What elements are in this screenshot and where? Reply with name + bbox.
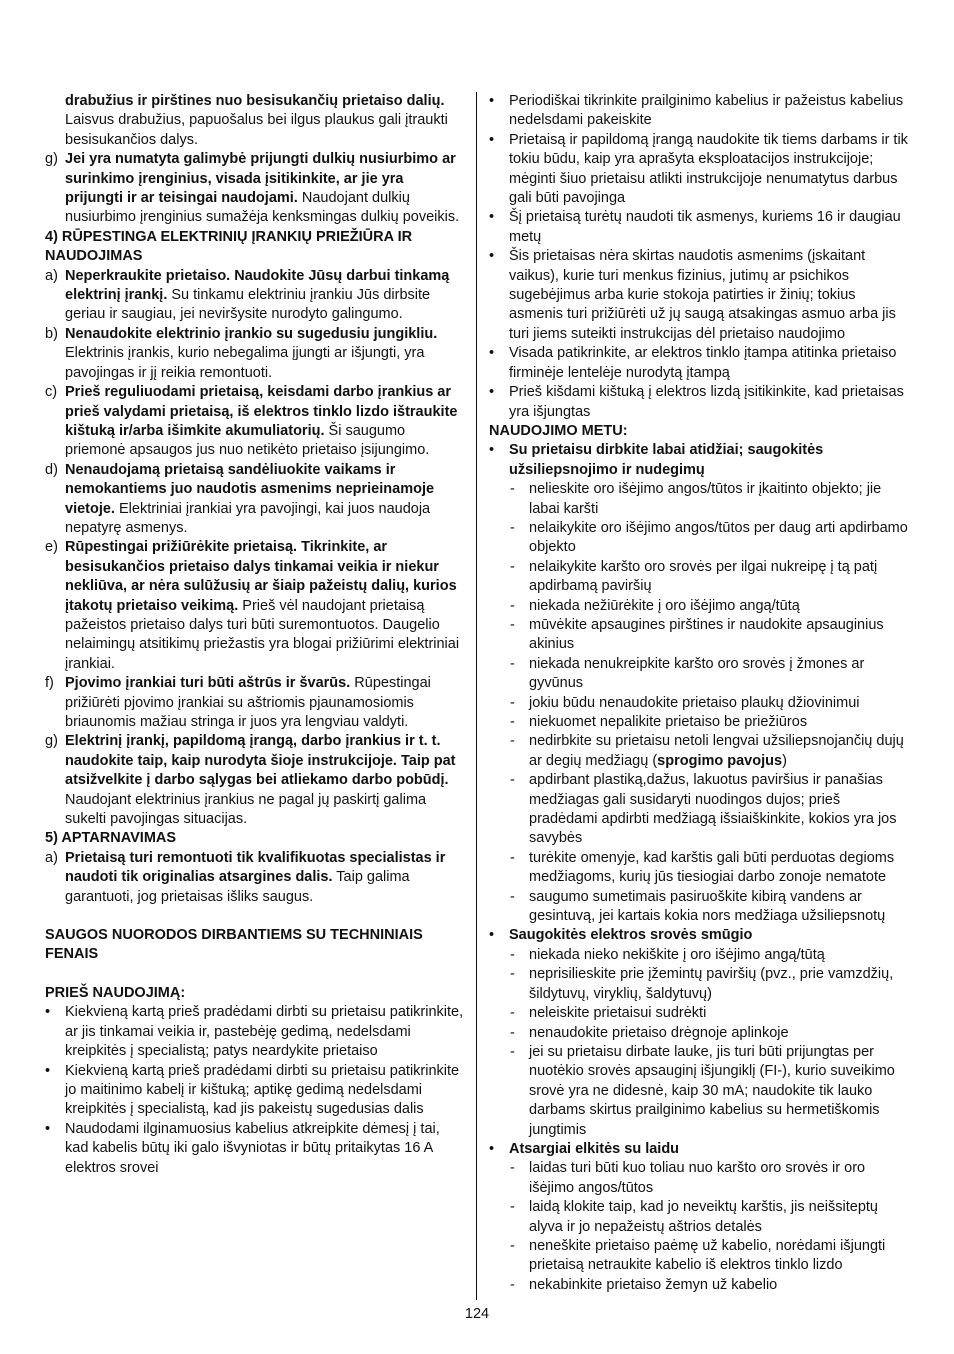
bold-text: PRIEŠ NAUDOJIMĄ: xyxy=(45,984,186,1001)
sub-bullet-item xyxy=(489,1276,911,1295)
body-text: Ši saugumo priemonė apsaugos jus nuo netikėto prietaiso įsijungimo. xyxy=(65,422,430,459)
sub-bullet-item xyxy=(489,732,911,771)
bold-text: Jei yra numatyta galimybė prijungti dulkių nusiurbimo ar surinkimo įrenginius, visada įsitikinkite, ar jie yra prijungti ir ar teisingai naudojami. xyxy=(65,151,456,207)
body-text: ) xyxy=(782,752,787,769)
bullet-item xyxy=(489,247,911,344)
bold-text: sprogimo pavojus xyxy=(657,752,783,769)
body-text: nelaikykite oro išėjimo angos/tūtos per daug arti apdirbamo objekto xyxy=(529,519,908,556)
sub-bullet-item xyxy=(489,1024,911,1043)
bold-text: Saugokitės elektros srovės smūgio xyxy=(509,927,753,944)
sub-bullet-item xyxy=(489,480,911,519)
bold-text: Pjovimo įrankiai turi būti aštrūs ir švarūs. xyxy=(65,675,351,692)
sub-bullet-item xyxy=(489,616,911,655)
sub-bullet-item xyxy=(489,597,911,616)
left-column xyxy=(45,92,465,1178)
right-column xyxy=(489,92,911,1295)
body-text: nenaudokite prietaiso drėgnoje aplinkoje xyxy=(529,1024,789,1041)
body-text: neleiskite prietaisui sudrėkti xyxy=(529,1005,707,1022)
page-number: 124 xyxy=(464,1306,490,1322)
body-text: Šį prietaisą turėtų naudoti tik asmenys, kuriems 16 ir daugiau metų xyxy=(509,209,901,245)
body-text: mūvėkite apsaugines pirštines ir naudokite apsauginius akinius xyxy=(529,616,884,653)
body-text: Kiekvieną kartą prieš pradėdami dirbti su prietaisu patikrinkite jo maitinimo kabelį ir kištuką; aptikę gedimą nedelsdami kreipkitės į specialistą, kad jis pakeistų sugedusias dalis xyxy=(65,1062,460,1118)
body-text: Prieš vėl naudojant prietaisą pažeistos prietaiso dalys turi būti suremontuotos. Daugelio nelaimingų atsitikimų priežastis yra blogai prižiūrimi elektriniai įrankiai. xyxy=(65,597,460,672)
bullet-item xyxy=(45,1003,465,1061)
body-text: Elektrinis įrankis, kurio nebegalima įjungti ar išjungti, yra pavojingas ir jį reikia remontuoti. xyxy=(65,345,425,381)
item-label: b) xyxy=(45,325,58,342)
bold-text: Nenaudojamą prietaisą sandėliuokite vaikams ir nemokantiems juo naudotis asmenims neprieinamoje vietoje. xyxy=(65,461,435,517)
sub-bullet-item xyxy=(489,849,911,888)
sub-bullet-item xyxy=(489,1159,911,1198)
list-item xyxy=(45,267,465,325)
body-text: Prieš kišdami kištuką į elektros lizdą įsitikinkite, kad prietaisas yra išjungtas xyxy=(509,384,904,420)
bold-text: 4) RŪPESTINGA ELEKTRINIŲ ĮRANKIŲ PRIEŽIŪRA IR NAUDOJIMAS xyxy=(45,228,413,265)
list-item xyxy=(45,150,465,228)
sub-bullet-item xyxy=(489,1198,911,1237)
body-text: nekabinkite prietaiso žemyn už kabelio xyxy=(529,1276,778,1293)
sub-bullet-item xyxy=(489,1004,911,1023)
body-text: nelaikykite karšto oro srovės per ilgai nukreipę į tą patį apdirbamą paviršių xyxy=(529,558,878,595)
body-text: nedirbkite su prietaisu netoli lengvai užsiliepsnojančių dujų ar degių medžiagų ( xyxy=(529,733,904,769)
bullet-item xyxy=(489,441,911,480)
sub-bullet-item xyxy=(489,655,911,694)
sub-bullet-item xyxy=(489,1237,911,1276)
body-text: Naudodami ilginamuosius kabelius atkreipkite dėmesį į tai, kad kabelis būtų iki galo išvyniotas ir būtų pritaikytas 16 A elektros srovei xyxy=(65,1120,440,1176)
body-text: laidas turi būti kuo toliau nuo karšto oro srovės ir oro išėjimo angos/tūtos xyxy=(529,1160,866,1196)
item-label: e) xyxy=(45,539,58,556)
body-text: Laisvus drabužius, papuošalus bei ilgus plaukus gali įtraukti besisukančios dalys. xyxy=(65,112,448,148)
body-text: laidą klokite taip, kad jo neveiktų karštis, jis neišsiteptų alyva ir jo nepažeistų aštrios detalės xyxy=(529,1199,878,1235)
list-item xyxy=(45,732,465,829)
bullet-item xyxy=(489,131,911,209)
body-text: Naudojant dulkių nusiurbimo įrenginius sumažėja kenksmingas dulkių poveikis. xyxy=(65,190,460,226)
bullet-item xyxy=(489,1140,911,1159)
body-text: Šis prietaisas nėra skirtas naudotis asmenims (įskaitant vaikus), kurie turi menkus fizinius, jutimų ar psichikos sugebėjimus arba kurie stokoja patirties ir žinių; tokius asmenis turi prižiūrėti už jų saugą atsakingas asmuo arba jis turi jiems suteikti instrukcijas dėl prietaiso naudojimo xyxy=(509,248,896,342)
section-heading xyxy=(45,228,465,267)
bullet-item xyxy=(45,1062,465,1120)
sub-bullet-item xyxy=(489,694,911,713)
bold-text: Neperkraukite prietaiso. Naudokite Jūsų darbui tinkamą elektrinį įrankį. xyxy=(65,267,450,304)
item-label: g) xyxy=(45,733,58,750)
item-label: f) xyxy=(45,675,54,692)
body-text: turėkite omenyje, kad karštis gali būti perduotas degioms medžiagoms, kurių jūs tiesiogiai darbo zonoje nematote xyxy=(529,849,895,886)
list-item xyxy=(45,674,465,732)
sub-bullet-item xyxy=(489,713,911,732)
body-text: neneškite prietaiso paėmę už kabelio, norėdami išjungti prietaisą netraukite kabelio iš elektros tinklo lizdo xyxy=(529,1237,886,1274)
bold-text: Rūpestingai prižiūrėkite prietaisą. Tikrinkite, ar besisukančios prietaiso dalys tinkamai veikia ir niekur nekliūva, ar nėra sulūžusių ar šiaip pažeistų dalių, kurios įtakotų prietaiso veikimą. xyxy=(65,539,457,614)
body-text: Su tinkamu elektriniu įrankiu Jūs dirbsite geriau ir saugiau, jei neviršysite nurodyto galingumo. xyxy=(65,287,431,323)
section-heading xyxy=(45,926,465,965)
item-label: d) xyxy=(45,461,58,478)
item-label: a) xyxy=(45,849,58,866)
sub-bullet-item xyxy=(489,1043,911,1140)
bullet-item xyxy=(489,926,911,945)
item-label: a) xyxy=(45,267,58,284)
body-text: Periodiškai tikrinkite prailginimo kabelius ir pažeistus kabelius nedelsdami pakeiskite xyxy=(509,93,904,129)
list-item xyxy=(45,538,465,674)
bullet-item xyxy=(489,383,911,422)
body-text: niekada nenukreipkite karšto oro srovės į žmones ar gyvūnus xyxy=(529,655,865,692)
bold-text: 5) APTARNAVIMAS xyxy=(45,830,177,847)
sub-bullet-item xyxy=(489,965,911,1004)
body-text: apdirbant plastiką,dažus, lakuotus paviršius ir panašias medžiagas gali susidaryti nuodingos dujos; prieš pradėdami apdirbti medžiagą išsiaiškinkite, kokios yra jos savybės xyxy=(529,772,897,847)
column-divider xyxy=(476,92,477,1300)
bold-text: Atsargiai elkitės su laidu xyxy=(509,1140,680,1157)
list-item xyxy=(45,325,465,383)
body-text: jei su prietaisu dirbate lauke, jis turi būti prijungtas per nuotėkio srovės apsauginį išjungiklį (FI-), kurio suveikimo srovė yra ne didesnė, kaip 30 mA; naudokite tik lauko darbams skirtus prailginimo kabelius su hermetiškomis jungtimis xyxy=(529,1043,895,1138)
body-text: nelieskite oro išėjimo angos/tūtos ir įkaitinto objekto; jie labai karšti xyxy=(529,481,882,517)
body-text: jokiu būdu nenaudokite prietaiso plaukų džiovinimui xyxy=(529,694,860,711)
body-text: Elektriniai įrankiai yra pavojingi, kai juos naudoja nepatyrę asmenys. xyxy=(65,500,431,536)
list-item xyxy=(45,383,465,461)
sub-bullet-item xyxy=(489,771,911,849)
sub-bullet-item xyxy=(489,519,911,558)
body-text: niekuomet nepalikite prietaiso be priežiūros xyxy=(529,714,808,730)
body-text: Kiekvieną kartą prieš pradėdami dirbti su prietaisu patikrinkite, ar jis tinkamai veikia ir, pastebėję gedimą, nedelsdami kreipkitės į specialistą; patys neardykite prietaiso xyxy=(65,1004,464,1060)
bullet-item xyxy=(489,344,911,383)
bullet-item xyxy=(45,1120,465,1178)
sub-bullet-item xyxy=(489,558,911,597)
section-heading xyxy=(45,829,465,848)
bullet-item xyxy=(489,208,911,247)
body-text: niekada nieko nekiškite į oro išėjimo angą/tūtą xyxy=(529,946,825,963)
section-heading xyxy=(489,422,911,441)
body-text: Rūpestingai prižiūrėti pjovimo įrankiai su aštriomis pjaunamosiomis briaunomis mažiau stringa ir juos yra lengviau valdyti. xyxy=(65,675,431,730)
body-text: Naudojant elektrinius įrankius ne pagal jų paskirtį galima sukelti pavojingas situacijas. xyxy=(65,791,427,828)
bold-text: SAUGOS NUORODOS DIRBANTIEMS SU TECHNINIAIS FENAIS xyxy=(45,927,423,963)
bold-text: Su prietaisu dirbkite labai atidžiai; saugokitės užsiliepsnojimo ir nudegimų xyxy=(509,442,824,478)
bold-text: NAUDOJIMO METU: xyxy=(489,422,628,439)
item-label: c) xyxy=(45,384,58,401)
bold-text: Prietaisą turi remontuoti tik kvalifikuotas specialistas ir naudoti tik originalias atsargines dalis. xyxy=(65,849,446,886)
bold-text: Nenaudokite elektrinio įrankio su sugedusiu jungikliu. xyxy=(65,325,438,342)
body-text: Visada patikrinkite, ar elektros tinklo įtampa atitinka prietaiso firminėje lentelėje nurodytą įtampą xyxy=(509,345,897,381)
body-text: Taip galima garantuoti, jog prietaisas išliks saugus. xyxy=(65,869,410,905)
list-item xyxy=(45,461,465,539)
section-heading xyxy=(45,984,465,1003)
bold-text: Elektrinį įrankį, papildomą įrangą, darbo įrankius ir t. t. naudokite taip, kaip nurodyta šioje instrukcijoje. Taip pat atsižvelkite į darbo sąlygas bei atliekamo darbo pobūdį. xyxy=(65,733,456,789)
sub-bullet-item xyxy=(489,888,911,927)
item-label: g) xyxy=(45,151,58,168)
spacer xyxy=(45,965,465,984)
body-text: saugumo sumetimais pasiruoškite kibirą vandens ar gesintuvą, jei kartais kokia nors medžiaga užsiliepsnotų xyxy=(529,888,886,925)
bullet-item xyxy=(489,92,911,131)
body-text: neprisilieskite prie įžemintų paviršių (pvz., prie vamzdžių, šildytuvų, viryklių, šaldytuvų) xyxy=(529,966,894,1002)
bold-text: drabužius ir pirštines nuo besisukančių prietaiso dalių. xyxy=(65,93,445,109)
body-text: niekada nežiūrėkite į oro išėjimo angą/tūtą xyxy=(529,597,800,614)
sub-bullet-item xyxy=(489,946,911,965)
list-item xyxy=(45,849,465,907)
bold-text: Prieš reguliuodami prietaisą, keisdami darbo įrankius ar prieš valydami prietaisą, iš elektros tinklo lizdo ištraukite kištuką ir/arba išimkite akumuliatorių. xyxy=(65,384,458,439)
body-text: Prietaisą ir papildomą įrangą naudokite tik tiems darbams ir tik tokiu būdu, kaip yra aprašyta eksploatacijos instrukcijoje; mėginti šiuo prietaisu atlikti instrukcijoje nenumatytus darbus gali būti pavojinga xyxy=(509,131,908,207)
paragraph xyxy=(45,92,465,150)
spacer xyxy=(45,907,465,926)
